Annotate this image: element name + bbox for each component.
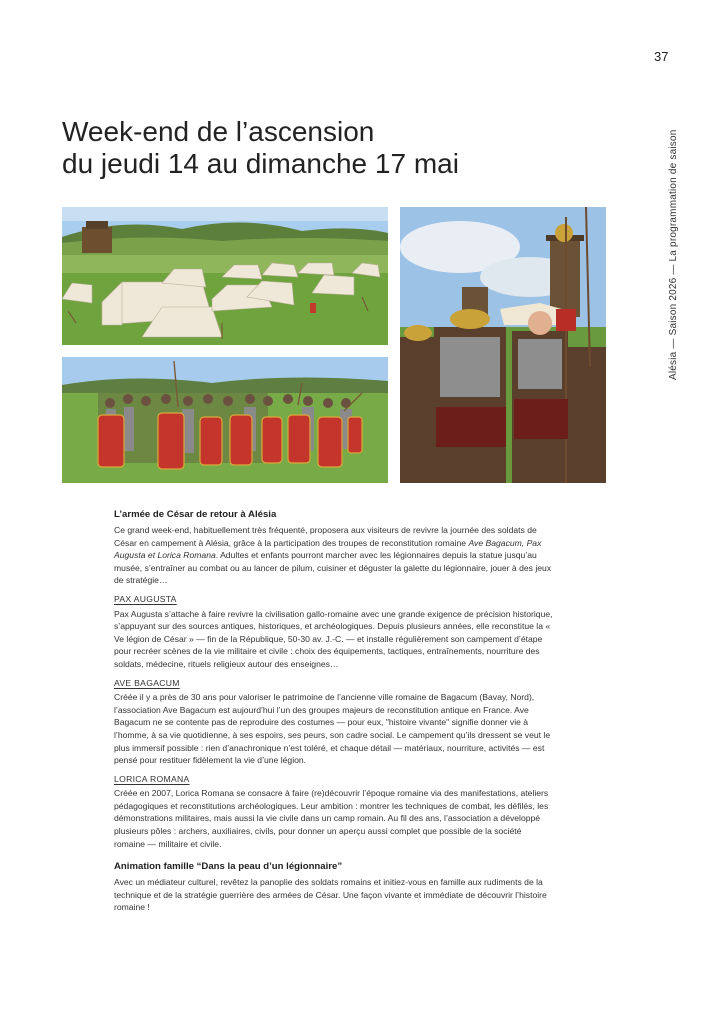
title-line-1: Week-end de l’ascension bbox=[62, 116, 375, 147]
section-text-ave-bagacum: Créée il y a près de 30 ans pour valoriser le patrimoine de l’ancienne ville romaine de Bagacum (Bavay, Nord), l’association Ave Bagacum est aujourd’hui l’un des groupes majeurs de reconstitution antique en France. Ave Bagacum ne se contente pas de reproduire des costumes — pour eux, "histoire vivante" signifie donner vie à l’homme, à sa vie quotidienne, à ses espoirs, ses peurs, son cadre social. Le campement qu’ils dressent se veut le plus immersif possible : rien d’anachronique n’est toléré, et chaque détail — matériaux, nourriture, activités — est pensé pour restituer fidèlement la vie d’une légion. bbox=[114, 692, 551, 766]
section-heading-ave-bagacum: AVE BAGACUM bbox=[114, 677, 180, 688]
camp-photo bbox=[62, 207, 388, 345]
intro-text-before: Ce grand week-end, habituellement très fréquenté, proposera aux visiteurs de revivre la journée des soldats de César en campement à Alésia, grâce à la participation des troupes de reconstitution romaine bbox=[114, 525, 537, 548]
intro-text-after: . Adultes et enfants pourront marcher avec les légionnaires depuis la statue jusqu’au musée, s’entraîner au combat ou au lancer de pilum, cuisiner et déguster la galette du légionnaire, jouer à des jeux de stratégie… bbox=[114, 550, 552, 586]
title-line-2: du jeudi 14 au dimanche 17 mai bbox=[62, 148, 459, 179]
intro-heading: L’armée de César de retour à Alésia bbox=[114, 509, 277, 520]
side-label: Alésia — Saison 2026 — La programmation de saison bbox=[668, 129, 679, 380]
intro-troupe-names: Ave Bagacum, Pax Augusta et Lorica Romana bbox=[114, 537, 542, 561]
family-text: Avec un médiateur culturel, revêtez la panoplie des soldats romains et initiez-vous en famille aux rudiments de la technique et de la stratégie guerrière des armées de César. Une façon vivante et immédiate de découvrir l’histoire romaine ! bbox=[114, 877, 547, 913]
section-heading-lorica-romana: LORICA ROMANA bbox=[114, 773, 190, 784]
intro-paragraph bbox=[114, 524, 554, 587]
article-body bbox=[114, 508, 554, 920]
page-number: 37 bbox=[654, 49, 669, 64]
soldiers-photo bbox=[400, 207, 606, 483]
family-heading: Animation famille “Dans la peau d’un légionnaire” bbox=[114, 861, 343, 873]
page-title bbox=[62, 116, 459, 180]
section-heading-pax-augusta: PAX AUGUSTA bbox=[114, 593, 177, 604]
section-text-lorica-romana: Créée en 2007, Lorica Romana se consacre à faire (re)découvrir l’époque romaine via des manifestations, ateliers pédagogiques et reconstitutions archéologiques. Leur ambition : montrer les techniques de combat, les défilés, les démonstrations militaires, mais aussi la vie civile dans un camp romain. Au fil des ans, l’association a développé plusieurs pôles : archers, auxiliaires, civils, pour donner un aperçu aussi complet que possible de la société romaine — militaire et civile. bbox=[114, 788, 549, 849]
legionaries-photo bbox=[62, 357, 388, 483]
section-text-pax-augusta: Pax Augusta s’attache à faire revivre la civilisation gallo-romaine avec une grande exigence de précision historique, s’appuyant sur des sources antiques, historiques, et archéologiques. Depuis plusieurs années, elle reconstitue la « Ve légion de César » — fin de la République, 50-30 av. J.-C. — et installe régulièrement son campement d’étape pour recréer scènes de la vie militaire et civile : choix des équipements, tactiques, entraînements, nourriture des soldats, médecine, rituels religieux autour des enseignes… bbox=[114, 608, 553, 669]
